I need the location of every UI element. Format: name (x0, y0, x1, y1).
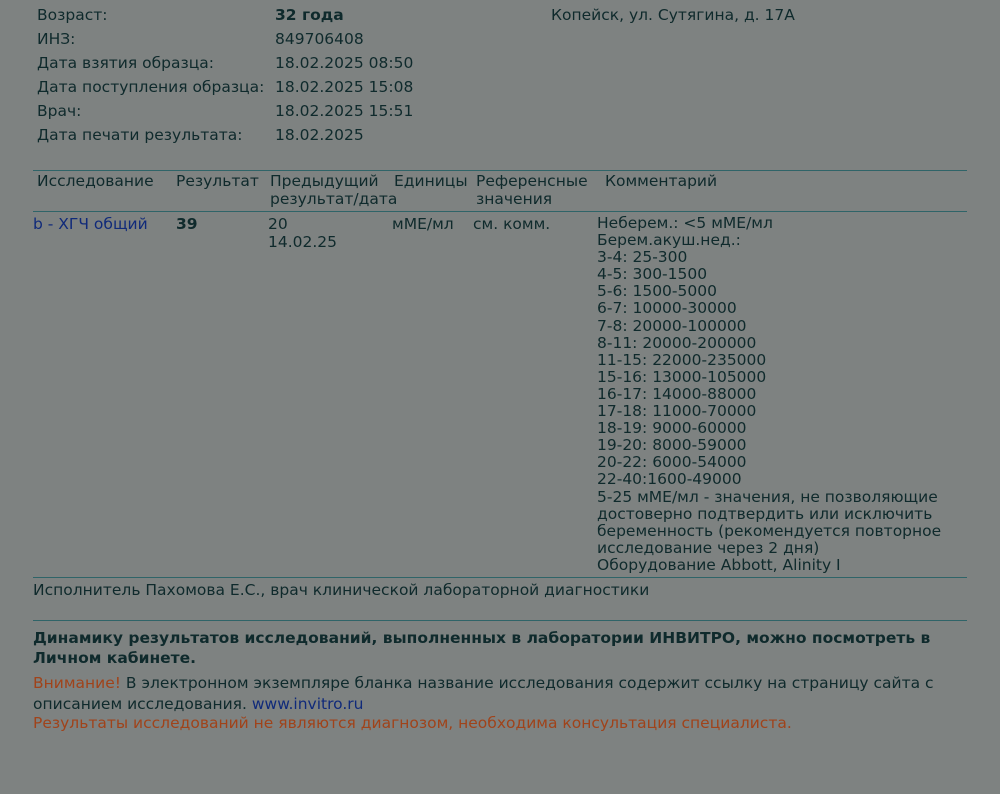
header-previous-line1: Предыдущий (270, 172, 379, 190)
header-units: Единицы (394, 172, 468, 190)
units-value: мМЕ/мл (392, 215, 454, 233)
warning-label: Внимание! (33, 674, 121, 692)
footer-divider (33, 620, 967, 621)
info-label: Дата поступления образца: (37, 78, 265, 96)
comment-line: достоверно подтвердить или исключить (597, 504, 933, 523)
dynamics-note: Динамику результатов исследований, выполненных в лаборатории ИНВИТРО, можно посмотреть в Личном кабинете. (33, 629, 931, 667)
comment-line: 19-20: 8000-59000 (597, 436, 747, 455)
comment-line: Неберем.: <5 мМЕ/мл (597, 214, 773, 232)
info-value: 18.02.2025 (275, 126, 364, 144)
info-value: 32 года (275, 6, 344, 24)
comment-line: 11-15: 22000-235000 (597, 350, 767, 369)
performer-text: Исполнитель Пахомова Е.С., врач клинической лабораторной диагностики (33, 581, 650, 599)
comment-line: 8-11: 20000-200000 (597, 333, 757, 352)
comment-line: 22-40:1600-49000 (597, 470, 742, 489)
notice-paragraph (33, 673, 973, 715)
info-value: 18.02.2025 15:51 (275, 102, 414, 120)
header-previous-line2: результат/дата (270, 190, 398, 208)
previous-date: 14.02.25 (268, 233, 338, 251)
comment-line: 5-25 мМЕ/мл - значения, не позволяющие (597, 487, 938, 506)
test-name-link[interactable]: b - ХГЧ общий (33, 215, 148, 233)
info-label: Возраст: (37, 6, 108, 24)
table-header-divider (33, 211, 967, 212)
lab-address: Копейск, ул. Сутягина, д. 17А (551, 6, 795, 24)
header-result: Результат (176, 172, 259, 190)
table-bottom-divider (33, 577, 967, 578)
info-label: ИНЗ: (37, 30, 76, 48)
comment-line: 5-6: 1500-5000 (597, 282, 717, 301)
previous-value: 20 (268, 215, 288, 233)
info-value: 18.02.2025 08:50 (275, 54, 414, 72)
comment-line: 3-4: 25-300 (597, 248, 688, 267)
header-previous (270, 172, 397, 208)
comment-line: 17-18: 11000-70000 (597, 402, 757, 421)
comment-line: Оборудование Abbott, Alinity I (597, 555, 841, 574)
comment-line: 15-16: 13000-105000 (597, 367, 767, 386)
header-test: Исследование (37, 172, 154, 190)
comment-line: 7-8: 20000-100000 (597, 316, 747, 335)
notice-text: В электронном экземпляре бланка название исследования содержит ссылку на страницу сайта с описанием исследования. (33, 674, 934, 713)
comment-line: 6-7: 10000-30000 (597, 299, 737, 318)
disclaimer-text: Результаты исследований не являются диагнозом, необходима консультация специалиста. (33, 714, 792, 732)
info-label: Дата печати результата: (37, 126, 243, 144)
previous-result (268, 215, 337, 251)
info-value: 849706408 (275, 30, 364, 48)
comment-line: 20-22: 6000-54000 (597, 453, 747, 472)
result-value: 39 (176, 215, 198, 233)
invitro-site-link[interactable]: www.invitro.ru (251, 695, 364, 713)
reference-value: см. комм. (473, 215, 551, 233)
comment-line: беременность (рекомендуется повторное (597, 521, 942, 540)
header-reference-line2: значения (476, 190, 553, 208)
header-comment: Комментарий (605, 172, 718, 190)
info-label: Дата взятия образца: (37, 54, 215, 72)
info-value: 18.02.2025 15:08 (275, 78, 414, 96)
header-reference (476, 172, 588, 208)
header-reference-line1: Референсные (476, 172, 588, 190)
comment-line: 16-17: 14000-88000 (597, 384, 757, 403)
comment-line: 18-19: 9000-60000 (597, 419, 747, 438)
comment-cell (597, 215, 941, 574)
comment-line: исследование через 2 дня) (597, 538, 820, 557)
comment-line: Берем.акуш.нед.: (597, 231, 741, 250)
info-label: Врач: (37, 102, 82, 120)
comment-line: 4-5: 300-1500 (597, 265, 708, 284)
table-top-divider (33, 170, 967, 171)
